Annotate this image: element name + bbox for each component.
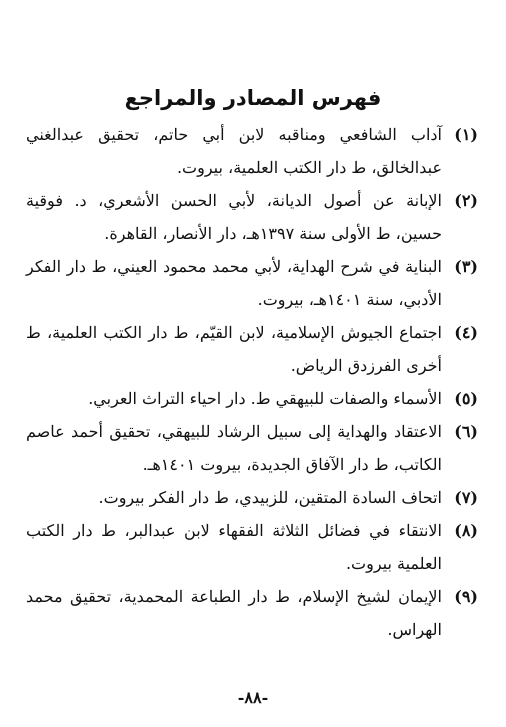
reference-number: (٢) bbox=[454, 191, 478, 210]
reference-number: (٩) bbox=[454, 587, 478, 606]
reference-number: (٣) bbox=[454, 257, 478, 276]
reference-number: (٨) bbox=[454, 521, 478, 540]
reference-text: آداب الشافعي ومناقبه لابن أبي حاتم، تحقيق عبدالغني عبدالخالق، ط دار الكتب العلمية، بيروت. bbox=[26, 125, 442, 177]
reference-text: اجتماع الجيوش الإسلامية، لابن القيّم، ط دار الكتب العلمية، ط أخرى الفرزدق الرياض. bbox=[26, 323, 442, 375]
reference-entry bbox=[26, 514, 478, 580]
reference-text: الإبانة عن أصول الديانة، لأبي الحسن الأشعري، د. فوقية حسين، ط الأولى سنة ١٣٩٧هـ، دار الأنصار، القاهرة. bbox=[26, 191, 442, 243]
references-list bbox=[26, 118, 478, 646]
reference-entry bbox=[26, 316, 478, 382]
reference-text: الإيمان لشيخ الإسلام، ط دار الطباعة المحمدية، تحقيق محمد الهراس. bbox=[26, 587, 442, 639]
reference-number: (٦) bbox=[454, 422, 478, 441]
reference-text: اتحاف السادة المتقين، للزبيدي، ط دار الفكر بيروت. bbox=[98, 488, 442, 507]
reference-number: (٥) bbox=[454, 389, 478, 408]
reference-entry bbox=[26, 481, 478, 514]
reference-entry bbox=[26, 118, 478, 184]
reference-number: (٤) bbox=[454, 323, 478, 342]
reference-entry bbox=[26, 580, 478, 646]
reference-entry bbox=[26, 250, 478, 316]
reference-entry bbox=[26, 382, 478, 415]
reference-text: الانتقاء في فضائل الثلاثة الفقهاء لابن عبدالبر، ط دار الكتب العلمية بيروت. bbox=[26, 521, 442, 573]
page-number: -٨٨- bbox=[237, 688, 269, 707]
reference-number: (٧) bbox=[454, 488, 478, 507]
reference-text: الاعتقاد والهداية إلى سبيل الرشاد للبيهقي، تحقيق أحمد عاصم الكاتب، ط دار الآفاق الجديدة، بيروت ١٤٠١هـ. bbox=[26, 422, 442, 474]
reference-entry bbox=[26, 415, 478, 481]
page-title: فهرس المصادر والمراجع bbox=[124, 86, 382, 110]
reference-text: البناية في شرح الهداية، لأبي محمد محمود العيني، ط دار الفكر الأدبي، سنة ١٤٠١هـ، بيروت. bbox=[26, 257, 442, 309]
reference-entry bbox=[26, 184, 478, 250]
reference-number: (١) bbox=[454, 125, 478, 144]
reference-text: الأسماء والصفات للبيهقي ط. دار احياء التراث العربي. bbox=[88, 389, 442, 408]
